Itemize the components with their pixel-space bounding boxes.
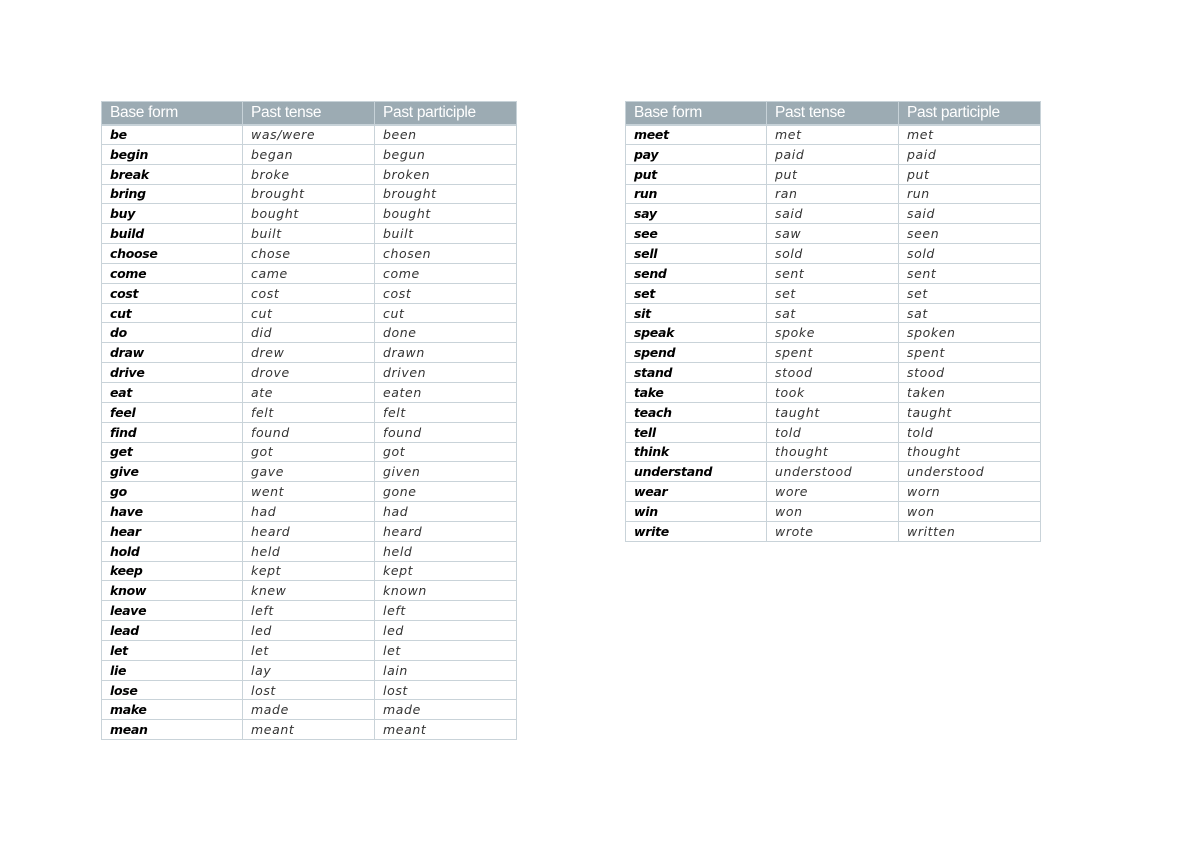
past-tense-cell: spent [767,343,899,363]
past-tense-cell: let [243,640,375,660]
base-form-cell: hold [102,541,243,561]
past-tense-cell: paid [767,144,899,164]
past-participle-cell: said [899,204,1041,224]
past-participle-cell: drawn [375,343,517,363]
past-participle-cell: told [899,422,1041,442]
past-participle-cell: cut [375,303,517,323]
base-form-cell: drive [102,363,243,383]
base-form-cell: eat [102,382,243,402]
header-past-participle: Past participle [899,102,1041,125]
past-participle-cell: led [375,621,517,641]
past-participle-cell: been [375,125,517,145]
past-participle-cell: put [899,164,1041,184]
past-participle-cell: eaten [375,382,517,402]
past-participle-cell: meant [375,720,517,740]
table-row [102,502,517,522]
past-participle-cell: sat [899,303,1041,323]
past-participle-cell: given [375,462,517,482]
past-tense-cell: heard [243,521,375,541]
base-form-cell: put [626,164,767,184]
base-form-cell: make [102,700,243,720]
base-form-cell: cost [102,283,243,303]
base-form-cell: build [102,224,243,244]
table-row [102,343,517,363]
past-tense-cell: spoke [767,323,899,343]
table-row [102,561,517,581]
base-form-cell: wear [626,482,767,502]
table-row [626,521,1041,541]
past-participle-cell: sent [899,263,1041,283]
past-tense-cell: said [767,204,899,224]
table-row [626,343,1041,363]
base-form-cell: sit [626,303,767,323]
past-tense-cell: knew [243,581,375,601]
table-row [102,263,517,283]
base-form-cell: write [626,521,767,541]
base-form-cell: see [626,224,767,244]
past-participle-cell: spoken [899,323,1041,343]
base-form-cell: get [102,442,243,462]
header-base-form: Base form [102,102,243,125]
table-row [102,204,517,224]
base-form-cell: say [626,204,767,224]
table-row [102,660,517,680]
past-tense-cell: taught [767,402,899,422]
header-past-tense: Past tense [767,102,899,125]
table-row [626,184,1041,204]
base-form-cell: come [102,263,243,283]
past-tense-cell: ate [243,382,375,402]
base-form-cell: buy [102,204,243,224]
past-tense-cell: ran [767,184,899,204]
past-participle-cell: driven [375,363,517,383]
past-tense-cell: began [243,144,375,164]
past-participle-cell: gone [375,482,517,502]
table-row [626,442,1041,462]
base-form-cell: pay [626,144,767,164]
base-form-cell: sell [626,244,767,264]
base-form-cell: take [626,382,767,402]
base-form-cell: find [102,422,243,442]
header-row [102,102,517,125]
table-row [626,462,1041,482]
base-form-cell: break [102,164,243,184]
table-row [102,640,517,660]
past-tense-cell: went [243,482,375,502]
base-form-cell: speak [626,323,767,343]
table-row [102,125,517,145]
table-row [626,263,1041,283]
past-tense-cell: lay [243,660,375,680]
verb-table-left [101,101,517,740]
table-row [626,422,1041,442]
verb-table-right-body [626,125,1041,542]
past-participle-cell: run [899,184,1041,204]
base-form-cell: send [626,263,767,283]
past-participle-cell: cost [375,283,517,303]
base-form-cell: let [102,640,243,660]
past-participle-cell: had [375,502,517,522]
table-row [102,363,517,383]
past-tense-cell: was/were [243,125,375,145]
table-row [626,164,1041,184]
past-tense-cell: made [243,700,375,720]
past-tense-cell: broke [243,164,375,184]
base-form-cell: choose [102,244,243,264]
past-tense-cell: got [243,442,375,462]
base-form-cell: spend [626,343,767,363]
past-tense-cell: chose [243,244,375,264]
past-tense-cell: met [767,125,899,145]
table-row [102,323,517,343]
past-participle-cell: met [899,125,1041,145]
table-row [102,283,517,303]
past-participle-cell: sold [899,244,1041,264]
table-row [102,303,517,323]
table-row [626,224,1041,244]
base-form-cell: cut [102,303,243,323]
past-tense-cell: won [767,502,899,522]
table-row [102,720,517,740]
base-form-cell: begin [102,144,243,164]
past-participle-cell: thought [899,442,1041,462]
past-participle-cell: set [899,283,1041,303]
past-participle-cell: built [375,224,517,244]
past-participle-cell: felt [375,402,517,422]
table-row [626,363,1041,383]
past-participle-cell: done [375,323,517,343]
past-tense-cell: set [767,283,899,303]
table-row [626,303,1041,323]
past-tense-cell: lost [243,680,375,700]
past-tense-cell: wrote [767,521,899,541]
table-row [626,502,1041,522]
past-tense-cell: built [243,224,375,244]
table-row [102,422,517,442]
table-row [626,323,1041,343]
base-form-cell: keep [102,561,243,581]
past-tense-cell: stood [767,363,899,383]
past-participle-cell: written [899,521,1041,541]
past-tense-cell: told [767,422,899,442]
table-row [102,164,517,184]
past-tense-cell: led [243,621,375,641]
past-participle-cell: seen [899,224,1041,244]
base-form-cell: give [102,462,243,482]
base-form-cell: meet [626,125,767,145]
base-form-cell: bring [102,184,243,204]
base-form-cell: teach [626,402,767,422]
table-row [626,244,1041,264]
past-tense-cell: came [243,263,375,283]
table-row [626,144,1041,164]
table-row [102,462,517,482]
base-form-cell: win [626,502,767,522]
header-past-tense: Past tense [243,102,375,125]
past-participle-cell: stood [899,363,1041,383]
past-tense-cell: held [243,541,375,561]
past-tense-cell: meant [243,720,375,740]
past-tense-cell: cost [243,283,375,303]
base-form-cell: lead [102,621,243,641]
past-participle-cell: got [375,442,517,462]
verb-table-left-body [102,125,517,740]
table-row [626,402,1041,422]
table-row [102,184,517,204]
base-form-cell: tell [626,422,767,442]
table-row [102,482,517,502]
table-row [102,521,517,541]
table-row [102,621,517,641]
past-tense-cell: drove [243,363,375,383]
past-participle-cell: left [375,601,517,621]
past-tense-cell: did [243,323,375,343]
past-tense-cell: felt [243,402,375,422]
past-tense-cell: bought [243,204,375,224]
past-participle-cell: held [375,541,517,561]
table-row [102,581,517,601]
past-participle-cell: bought [375,204,517,224]
past-participle-cell: kept [375,561,517,581]
base-form-cell: hear [102,521,243,541]
past-participle-cell: made [375,700,517,720]
table-row [626,482,1041,502]
table-row [102,700,517,720]
table-row [102,601,517,621]
past-tense-cell: left [243,601,375,621]
past-tense-cell: saw [767,224,899,244]
table-row [102,244,517,264]
table-row [626,283,1041,303]
table-row [102,224,517,244]
past-participle-cell: chosen [375,244,517,264]
header-base-form: Base form [626,102,767,125]
base-form-cell: go [102,482,243,502]
base-form-cell: be [102,125,243,145]
past-tense-cell: wore [767,482,899,502]
base-form-cell: lie [102,660,243,680]
past-tense-cell: took [767,382,899,402]
past-tense-cell: brought [243,184,375,204]
table-row [102,541,517,561]
header-past-participle: Past participle [375,102,517,125]
past-tense-cell: sold [767,244,899,264]
base-form-cell: think [626,442,767,462]
base-form-cell: leave [102,601,243,621]
past-tense-cell: thought [767,442,899,462]
past-tense-cell: put [767,164,899,184]
past-participle-cell: found [375,422,517,442]
past-tense-cell: drew [243,343,375,363]
table-row [626,125,1041,145]
base-form-cell: feel [102,402,243,422]
past-participle-cell: won [899,502,1041,522]
base-form-cell: mean [102,720,243,740]
table-row [102,382,517,402]
past-tense-cell: cut [243,303,375,323]
past-tense-cell: kept [243,561,375,581]
table-row [102,402,517,422]
base-form-cell: run [626,184,767,204]
base-form-cell: do [102,323,243,343]
verb-table-right [625,101,1041,542]
base-form-cell: set [626,283,767,303]
past-participle-cell: paid [899,144,1041,164]
table-row [102,442,517,462]
past-participle-cell: understood [899,462,1041,482]
past-participle-cell: heard [375,521,517,541]
past-participle-cell: brought [375,184,517,204]
base-form-cell: have [102,502,243,522]
past-tense-cell: found [243,422,375,442]
past-tense-cell: had [243,502,375,522]
past-participle-cell: come [375,263,517,283]
past-participle-cell: worn [899,482,1041,502]
past-tense-cell: gave [243,462,375,482]
past-participle-cell: spent [899,343,1041,363]
past-participle-cell: lain [375,660,517,680]
header-row [626,102,1041,125]
past-participle-cell: broken [375,164,517,184]
past-participle-cell: begun [375,144,517,164]
table-row [626,382,1041,402]
past-tense-cell: sat [767,303,899,323]
table-row [626,204,1041,224]
past-participle-cell: taught [899,402,1041,422]
table-row [102,144,517,164]
base-form-cell: know [102,581,243,601]
past-participle-cell: taken [899,382,1041,402]
base-form-cell: stand [626,363,767,383]
past-tense-cell: understood [767,462,899,482]
past-participle-cell: lost [375,680,517,700]
past-tense-cell: sent [767,263,899,283]
table-row [102,680,517,700]
past-participle-cell: let [375,640,517,660]
base-form-cell: draw [102,343,243,363]
base-form-cell: lose [102,680,243,700]
past-participle-cell: known [375,581,517,601]
base-form-cell: understand [626,462,767,482]
